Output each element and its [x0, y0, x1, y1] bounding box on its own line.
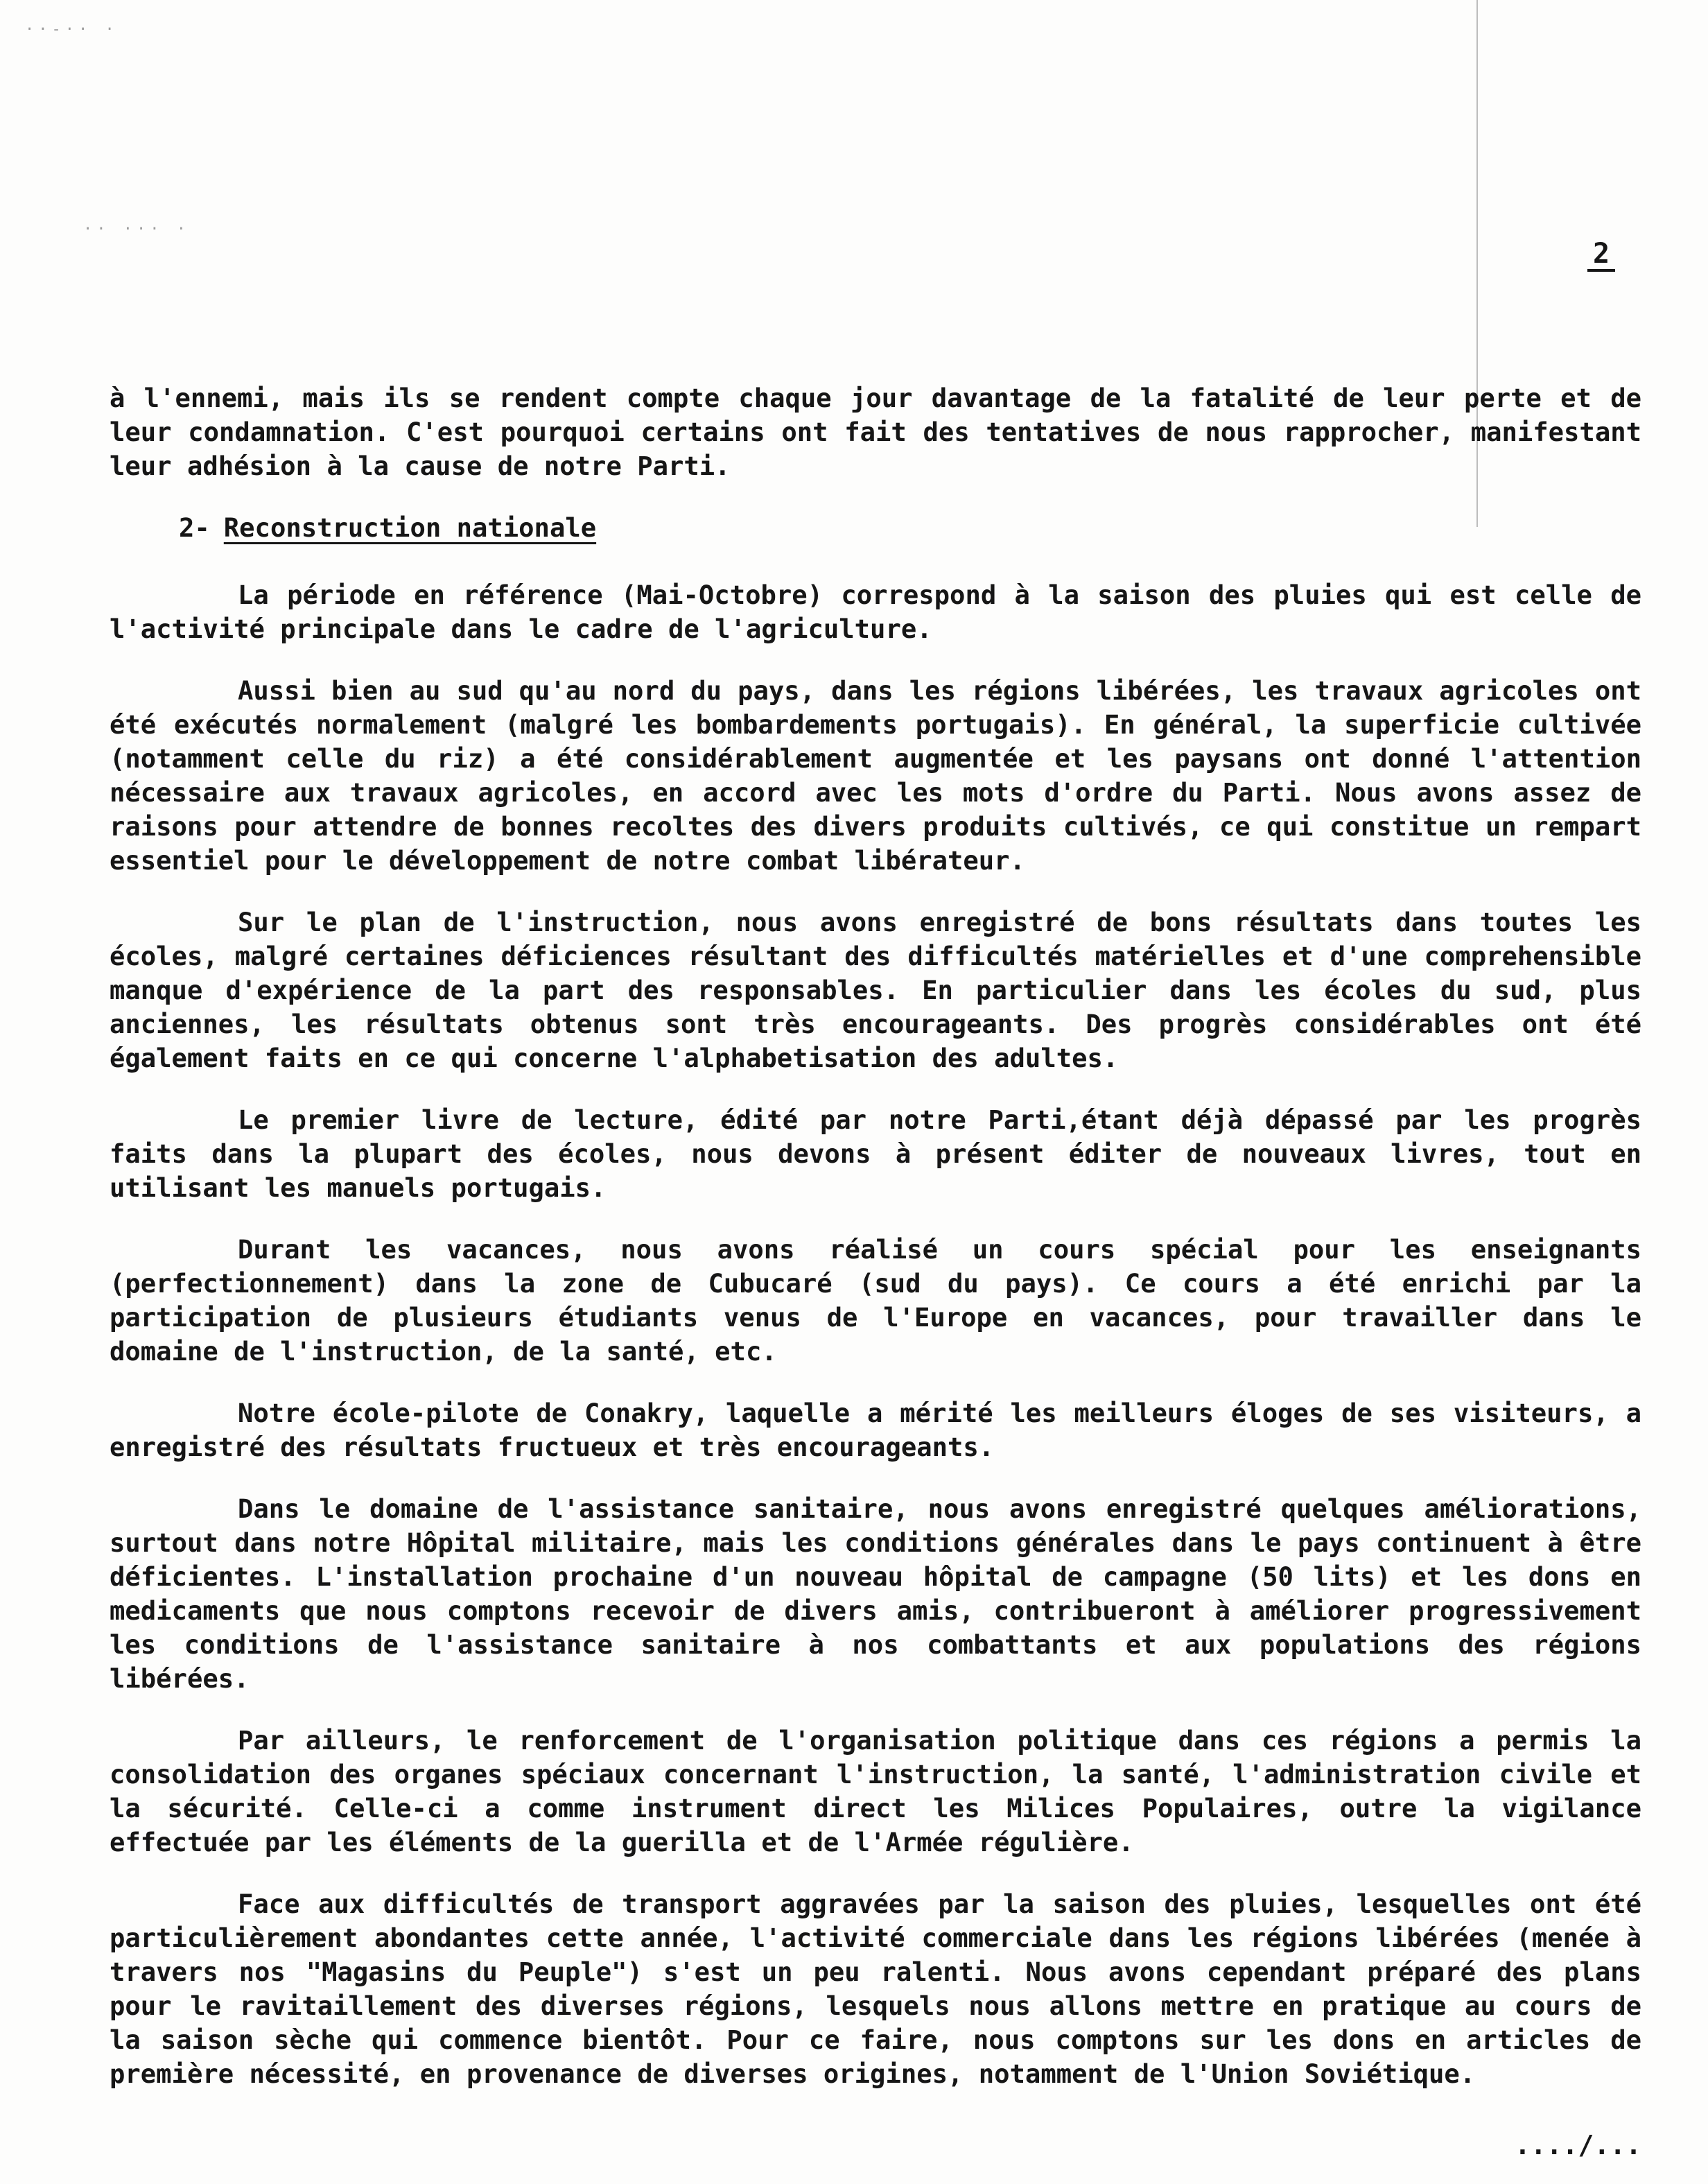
page-number: 2 [1587, 239, 1615, 272]
paragraph-9: Par ailleurs, le renforcement de l'organisation politique dans ces régions a permis la consolidation des organes spéciaux concernant l'instruction, la santé, l'administration civile et la sécurité. Celle-ci a comme instrument direct les Milices Populaires, outre la vigilance effectuée par les éléments de la guerilla et de l'Armée régulière. [110, 1725, 1641, 1857]
paragraph-10: Face aux difficultés de transport aggravées par la saison des pluies, lesquelles ont été particulièrement abondantes cette année, l'activité commerciale dans les régions libérées (menée à travers nos "Magasins du Peuple") s'est un peu ralenti. Nous avons cependant préparé des plans pour le ravitaillement des diverses régions, lesquels nous allons mettre en pratique au cours de la saison sèche qui commence bientôt. Pour ce faire, nous comptons sur les dons en articles de première nécessité, en provenance de diverses origines, notamment de l'Union Soviétique. [110, 1889, 1641, 2089]
margin-mark-top: ··-·· · [25, 21, 119, 38]
paragraph-6: Durant les vacances, nous avons réalisé un cours spécial pour les enseignants (perfectionnement) dans la zone de Cubucaré (sud du pays). Ce cours a été enrichi par la participation de plusieurs étudiants venus de l'Europe en vacances, pour travailler dans le domaine de l'instruction, de la santé, etc. [110, 1234, 1641, 1367]
document-body [110, 381, 1641, 2119]
paragraph-3: Aussi bien au sud qu'au nord du pays, dans les régions libérées, les travaux agricoles ont été exécutés normalement (malgré les bombardements portugais). En général, la superficie cultivée (notamment celle du riz) a été considérablement augmentée et les paysans ont donné l'attention nécessaire aux travaux agricoles, en accord avec les mots d'ordre du Parti. Nous avons assez de raisons pour attendre de bonnes recoltes des divers produits cultivés, ce qui constitue un rempart essentiel pour le développement de notre combat libérateur. [110, 675, 1641, 876]
section-title: Reconstruction nationale [223, 512, 597, 543]
paragraph-4: Sur le plan de l'instruction, nous avons enregistré de bons résultats dans toutes les écoles, malgré certaines déficiences résultant des difficultés matérielles et d'une comprehensible manque d'expérience de la part des responsables. En particulier dans les écoles du sud, plus anciennes, les résultats obtenus sont très encourageants. Des progrès considérables ont été également faits en ce qui concerne l'alphabetisation des adultes. [110, 907, 1641, 1073]
paragraph-8: Dans le domaine de l'assistance sanitaire, nous avons enregistré quelques améliorations, surtout dans notre Hôpital militaire, mais les conditions générales dans le pays continuent à être déficientes. L'installation prochaine d'un nouveau hôpital de campagne (50 lits) et les dons en medicaments que nous comptons recevoir de divers amis, contribueront à améliorer progressivement les conditions de l'assistance sanitaire à nos combattants et aux populations des régions libérées. [110, 1493, 1641, 1694]
continuation-mark: ..../... [1515, 2130, 1642, 2160]
paragraph-5: Le premier livre de lecture, édité par notre Parti,étant déjà dépassé par les progrès faits dans la plupart des écoles, nous devons à présent éditer de nouveaux livres, tout en utilisant les manuels portugais. [110, 1104, 1641, 1203]
margin-mark-middle: ·· ··· · [83, 220, 190, 238]
section-heading [110, 511, 1641, 545]
paragraph-1: à l'ennemi, mais ils se rendent compte chaque jour davantage de la fatalité de leur perte et de leur condamnation. C'est pourquoi certains ont fait des tentatives de nous rapprocher, manifestant leur adhésion à la cause de notre Parti. [110, 383, 1641, 481]
section-number: 2- [179, 512, 210, 543]
paragraph-2: La période en référence (Mai-Octobre) correspond à la saison des pluies qui est celle de l'activité principale dans le cadre de l'agriculture. [110, 580, 1641, 644]
paragraph-7: Notre école-pilote de Conakry, laquelle a mérité les meilleurs éloges de ses visiteurs, a enregistré des résultats fructueux et très encourageants. [110, 1398, 1641, 1462]
